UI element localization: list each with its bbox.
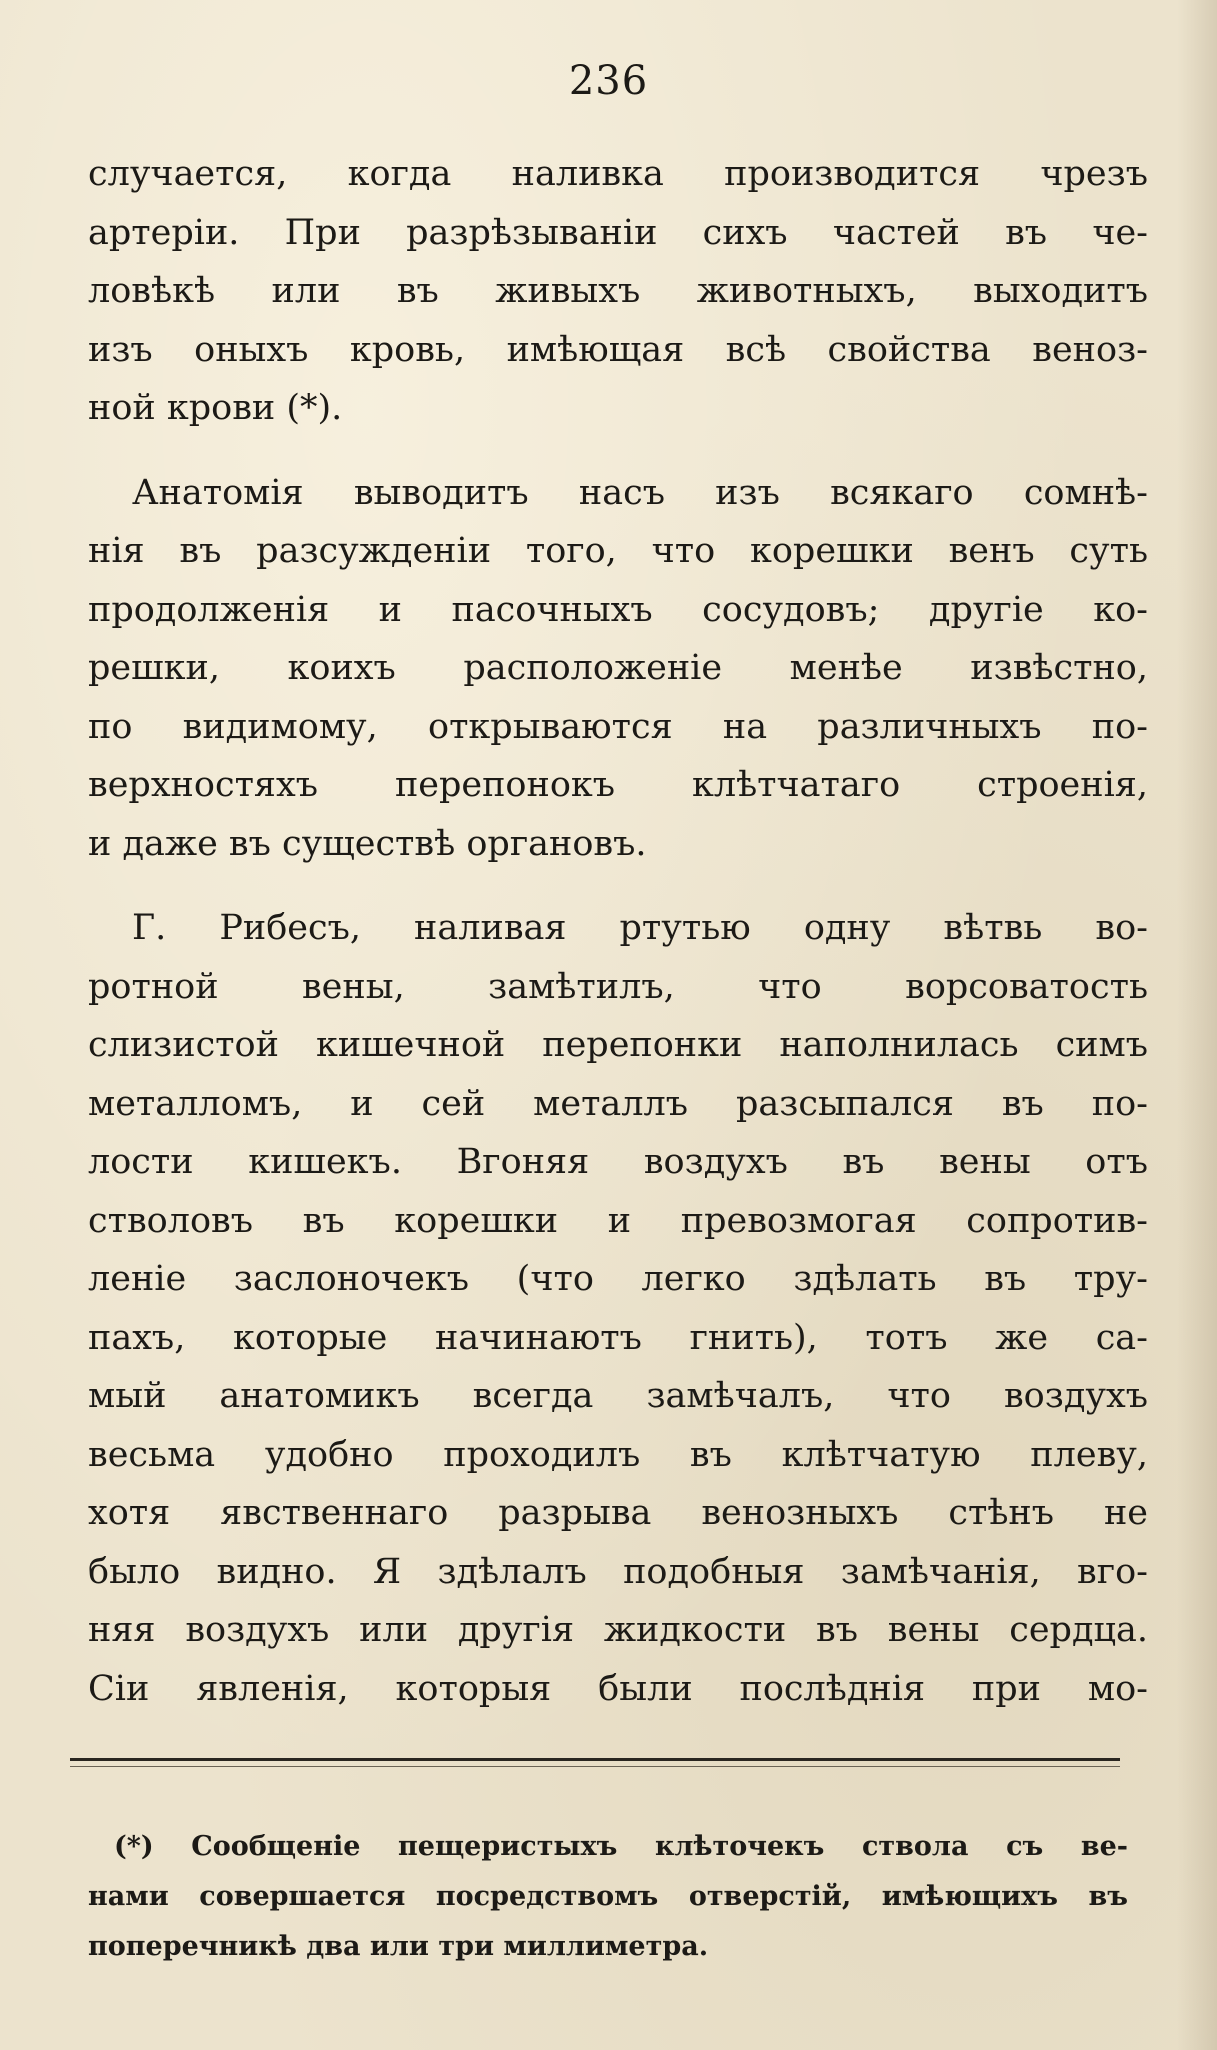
footnote-divider xyxy=(70,1758,1120,1761)
text-line: продолженія и пасочныхъ сосудовъ; другіе ко- xyxy=(88,589,1148,630)
footnote-line: поперечникѣ два или три миллиметра. xyxy=(88,1931,709,1962)
footnote-line: (*) Сообщеніе пещеристыхъ клѣточекъ ствола съ ве- xyxy=(114,1831,1128,1862)
text-line: верхностяхъ перепонокъ клѣтчатаго строенія, xyxy=(88,765,1148,805)
paragraph-1 xyxy=(88,145,1148,438)
text-line: ротной вены, замѣтилъ, что ворсоватость xyxy=(88,966,1148,1007)
text-line: изъ оныхъ кровь, имѣющая всѣ свойства веноз- xyxy=(88,329,1148,370)
text-line: ной крови (*). xyxy=(88,388,343,428)
text-line: весьма удобно проходилъ въ клѣтчатую плеву, xyxy=(88,1434,1148,1475)
text-line: стволовъ въ корешки и превозмогая сопротив- xyxy=(88,1200,1148,1241)
text-line: няя воздухъ или другія жидкости въ вены сердца. xyxy=(88,1610,1148,1650)
page-number: 236 xyxy=(568,58,649,104)
text-line: слизистой кишечной перепонки наполнилась симъ xyxy=(88,1025,1148,1065)
text-line: леніе заслоночекъ (что легко здѣлать въ тру- xyxy=(88,1259,1148,1299)
paragraph-2 xyxy=(88,464,1148,874)
paragraph-3 xyxy=(88,899,1148,1718)
page-edge-shadow xyxy=(1177,0,1217,2050)
text-line: пахъ, которые начинаютъ гнить), тотъ же са- xyxy=(88,1317,1148,1358)
text-line: случается, когда наливка производится чрезъ xyxy=(88,154,1148,194)
text-line: артеріи. При разрѣзываніи сихъ частей въ че- xyxy=(88,212,1148,253)
text-line: лости кишекъ. Вгоняя воздухъ въ вены отъ xyxy=(88,1142,1148,1182)
footnote-line: нами совершается посредствомъ отверстій, имѣющихъ въ xyxy=(88,1881,1128,1912)
text-line: нія въ разсужденіи того, что корешки венъ суть xyxy=(88,531,1148,571)
text-line: мый анатомикъ всегда замѣчалъ, что воздухъ xyxy=(88,1376,1148,1416)
text-line: решки, коихъ расположеніе менѣе извѣстно, xyxy=(88,648,1148,688)
text-line: хотя явственнаго разрыва венозныхъ стѣнъ не xyxy=(88,1493,1148,1533)
text-line: ловѣкѣ или въ живыхъ животныхъ, выходитъ xyxy=(88,271,1148,311)
text-line: металломъ, и сей металлъ разсыпался въ по- xyxy=(88,1083,1148,1124)
footnote-divider-thin xyxy=(70,1766,1120,1767)
main-text xyxy=(88,145,1148,1718)
text-line: и даже въ существѣ органовъ. xyxy=(88,823,647,864)
text-line: Сіи явленія, которыя были послѣднія при мо- xyxy=(88,1668,1148,1709)
text-line: Г. Рибесъ, наливая ртутью одну вѣтвь во- xyxy=(132,908,1148,948)
text-line: было видно. Я здѣлалъ подобныя замѣчанія, вго- xyxy=(88,1551,1148,1592)
footnote xyxy=(88,1822,1128,1972)
text-line: по видимому, открываются на различныхъ по- xyxy=(88,706,1148,747)
text-line: Анатомія выводитъ насъ изъ всякаго сомнѣ- xyxy=(132,472,1148,513)
